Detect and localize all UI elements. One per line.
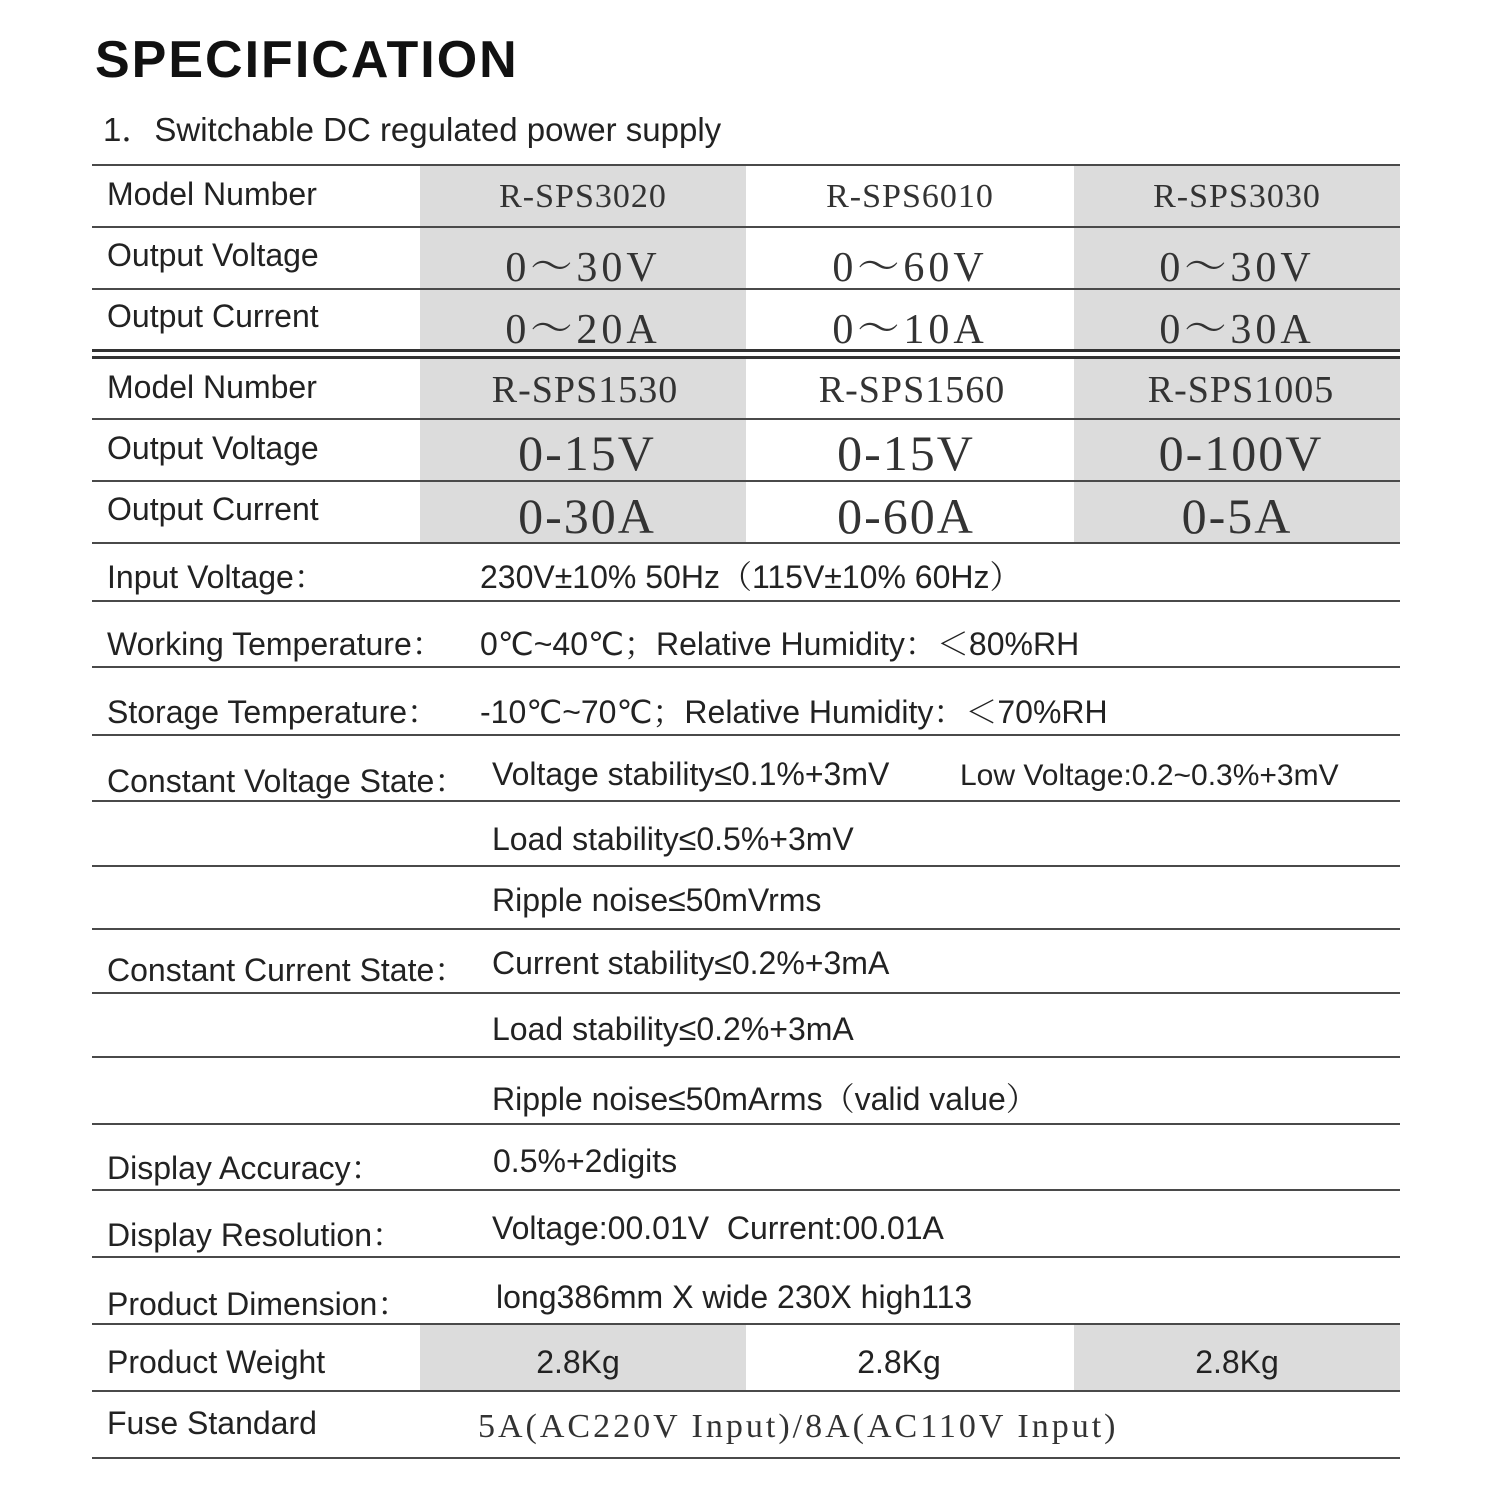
label-product-weight: Product Weight: [107, 1344, 326, 1380]
row-divider: [92, 1189, 1400, 1191]
table2-top-border: [92, 356, 1400, 359]
row-divider: [92, 734, 1400, 736]
row-divider: [92, 992, 1400, 994]
value-input-voltage: 230V±10% 50Hz（115V±10% 60Hz）: [480, 559, 1022, 595]
weight-col1: 2.8Kg: [536, 1344, 620, 1380]
current-r-sps1560: 0-60A: [837, 488, 975, 544]
label-constant-current-state: Constant Current State：: [107, 952, 467, 988]
label-output-current: Output Current: [107, 491, 319, 527]
row-divider: [92, 600, 1400, 602]
table1-top-border: [92, 164, 1400, 166]
voltage-r-sps1560: 0-15V: [837, 425, 975, 481]
model-r-sps6010: R-SPS6010: [826, 178, 994, 215]
row-divider: [92, 800, 1400, 802]
label-constant-voltage-state: Constant Voltage State：: [107, 763, 467, 799]
label-display-resolution: Display Resolution：: [107, 1217, 405, 1253]
voltage-r-sps1530: 0-15V: [518, 425, 656, 481]
value-cc-load-stability: Load stability≤0.2%+3mA: [492, 1011, 854, 1047]
row-divider: [92, 1390, 1400, 1392]
label-model-number: Model Number: [107, 176, 317, 212]
table-bottom-border: [92, 1457, 1400, 1459]
page-title: SPECIFICATION: [95, 31, 519, 89]
weight-col3: 2.8Kg: [1195, 1344, 1279, 1380]
row-divider: [92, 1256, 1400, 1258]
row-divider: [92, 1056, 1400, 1058]
value-current-stability: Current stability≤0.2%+3mA: [492, 945, 890, 981]
row-divider: [92, 418, 1400, 420]
label-storage-temperature: Storage Temperature：: [107, 694, 440, 730]
model-r-sps1005: R-SPS1005: [1147, 369, 1335, 411]
label-output-current: Output Current: [107, 298, 319, 334]
row-divider: [92, 928, 1400, 930]
label-working-temperature: Working Temperature：: [107, 626, 444, 662]
model-r-sps3020: R-SPS3020: [499, 178, 667, 215]
label-product-dimension: Product Dimension：: [107, 1286, 410, 1322]
value-display-resolution: Voltage:00.01V Current:00.01A: [492, 1210, 944, 1246]
value-cc-ripple-noise: Ripple noise≤50mArms（valid value）: [492, 1081, 1038, 1117]
current-r-sps1530: 0-30A: [518, 488, 656, 544]
current-r-sps1005: 0-5A: [1181, 488, 1293, 544]
model-r-sps1560: R-SPS1560: [818, 369, 1006, 411]
model-r-sps1530: R-SPS1530: [491, 369, 679, 411]
voltage-r-sps3030: 0～30V: [1159, 245, 1315, 291]
voltage-r-sps1005: 0-100V: [1158, 425, 1324, 481]
label-display-accuracy: Display Accuracy：: [107, 1150, 383, 1186]
label-fuse-standard: Fuse Standard: [107, 1405, 317, 1441]
row-divider: [92, 1123, 1400, 1125]
voltage-r-sps3020: 0～30V: [505, 245, 661, 291]
weight-col2: 2.8Kg: [857, 1344, 941, 1380]
value-cv-load-stability: Load stability≤0.5%+3mV: [492, 821, 854, 857]
value-cv-ripple-noise: Ripple noise≤50mVrms: [492, 882, 822, 918]
voltage-r-sps6010: 0～60V: [832, 245, 988, 291]
current-r-sps3020: 0～20A: [505, 307, 661, 353]
value-low-voltage: Low Voltage:0.2~0.3%+3mV: [960, 759, 1339, 792]
value-storage-temperature: -10℃~70℃；Relative Humidity：＜70%RH: [480, 694, 1108, 730]
row-divider: [92, 1323, 1400, 1325]
value-voltage-stability: Voltage stability≤0.1%+3mV: [492, 756, 890, 792]
value-display-accuracy: 0.5%+2digits: [493, 1143, 678, 1179]
label-model-number: Model Number: [107, 369, 317, 405]
value-fuse-standard: 5A(AC220V Input)/8A(AC110V Input): [478, 1408, 1119, 1445]
model-r-sps3030: R-SPS3030: [1153, 178, 1321, 215]
row-divider: [92, 226, 1400, 228]
row-divider: [92, 666, 1400, 668]
current-r-sps3030: 0～30A: [1159, 307, 1315, 353]
row-divider: [92, 865, 1400, 867]
label-output-voltage: Output Voltage: [107, 237, 319, 273]
page-subtitle: 1．Switchable DC regulated power supply: [103, 111, 722, 148]
current-r-sps6010: 0～10A: [832, 307, 988, 353]
value-working-temperature: 0℃~40℃；Relative Humidity：＜80%RH: [480, 626, 1080, 662]
value-product-dimension: long386mm X wide 230X high113: [496, 1279, 973, 1315]
label-output-voltage: Output Voltage: [107, 430, 319, 466]
label-input-voltage: Input Voltage：: [107, 559, 326, 595]
